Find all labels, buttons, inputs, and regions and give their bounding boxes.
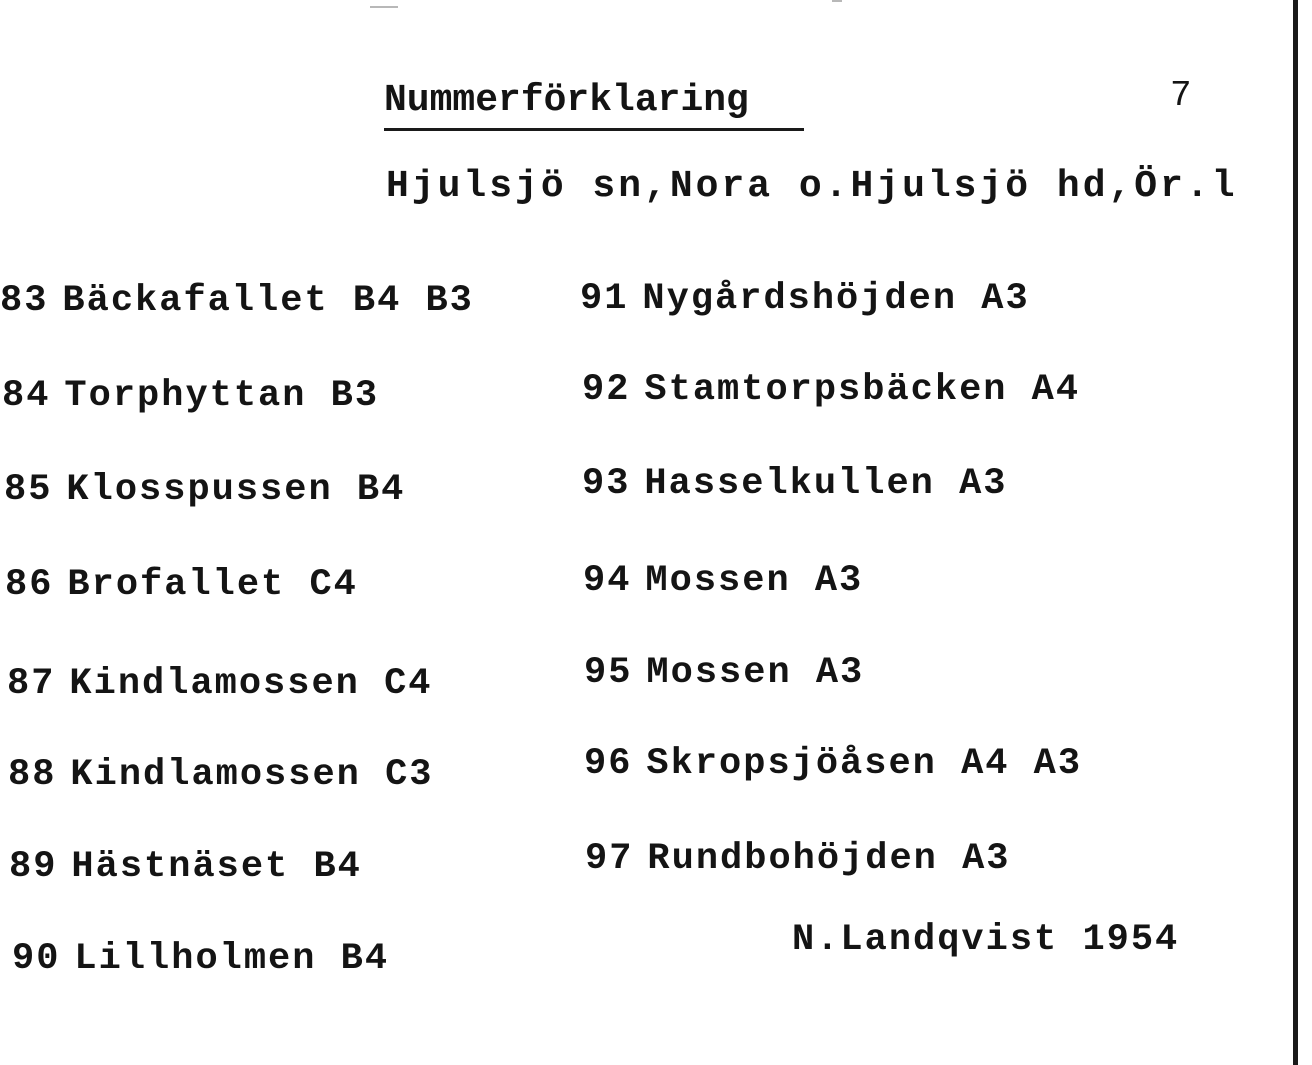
list-item (585, 838, 1011, 880)
entry-number: 94 (583, 560, 632, 602)
entry-text: Mossen A3 (645, 560, 864, 602)
entry-text: Lillholmen B4 (74, 938, 390, 980)
entry-number: 86 (5, 564, 54, 606)
list-item (2, 375, 380, 417)
list-item (12, 938, 390, 980)
list-item (582, 369, 1081, 411)
list-item (584, 743, 1083, 785)
list-item (8, 754, 434, 796)
scan-speck (370, 6, 398, 8)
card-edge-line (1293, 0, 1298, 1065)
entry-text: Torphyttan B3 (64, 375, 380, 417)
entry-number: 87 (7, 663, 56, 705)
entry-number: 96 (584, 743, 633, 785)
list-item (4, 469, 406, 511)
page-number: 7 (1170, 75, 1192, 116)
scan-speck (832, 0, 842, 2)
list-item (9, 846, 362, 888)
entry-number: 95 (584, 652, 633, 694)
entry-text: Stamtorpsbäcken A4 (644, 369, 1081, 411)
entry-text: Kindlamossen C3 (70, 754, 434, 796)
entry-text: Nygårdshöjden A3 (642, 278, 1030, 320)
entry-text: Skropsjöåsen A4 A3 (646, 743, 1083, 785)
entry-number: 83 (0, 280, 49, 322)
entry-text: Hasselkullen A3 (644, 463, 1008, 505)
entry-text: Mossen A3 (646, 652, 865, 694)
entry-number: 92 (582, 369, 631, 411)
entry-text: Hästnäset B4 (71, 846, 362, 888)
entry-text: Kindlamossen C4 (69, 663, 433, 705)
entry-number: 97 (585, 838, 634, 880)
list-item (584, 652, 865, 694)
list-item (0, 280, 474, 322)
page-title: Nummerförklaring (384, 79, 749, 122)
entry-text: Brofallet C4 (67, 564, 358, 606)
entry-number: 93 (582, 463, 631, 505)
entry-text: Klosspussen B4 (66, 469, 406, 511)
entry-number: 85 (4, 469, 53, 511)
parish-subtitle: Hjulsjö sn,Nora o.Hjulsjö hd,Ör.l (386, 165, 1238, 208)
title-underline (384, 128, 804, 131)
list-item (582, 463, 1008, 505)
entry-number: 84 (2, 375, 51, 417)
list-item (5, 564, 358, 606)
entry-number: 91 (580, 278, 629, 320)
entry-number: 88 (8, 754, 57, 796)
entry-text: Bäckafallet B4 B3 (62, 280, 474, 322)
entry-text: Rundbohöjden A3 (647, 838, 1011, 880)
list-item (580, 278, 1030, 320)
list-item (7, 663, 433, 705)
signature: N.Landqvist 1954 (792, 919, 1180, 961)
entry-number: 90 (12, 938, 61, 980)
list-item (583, 560, 864, 602)
entry-number: 89 (9, 846, 58, 888)
